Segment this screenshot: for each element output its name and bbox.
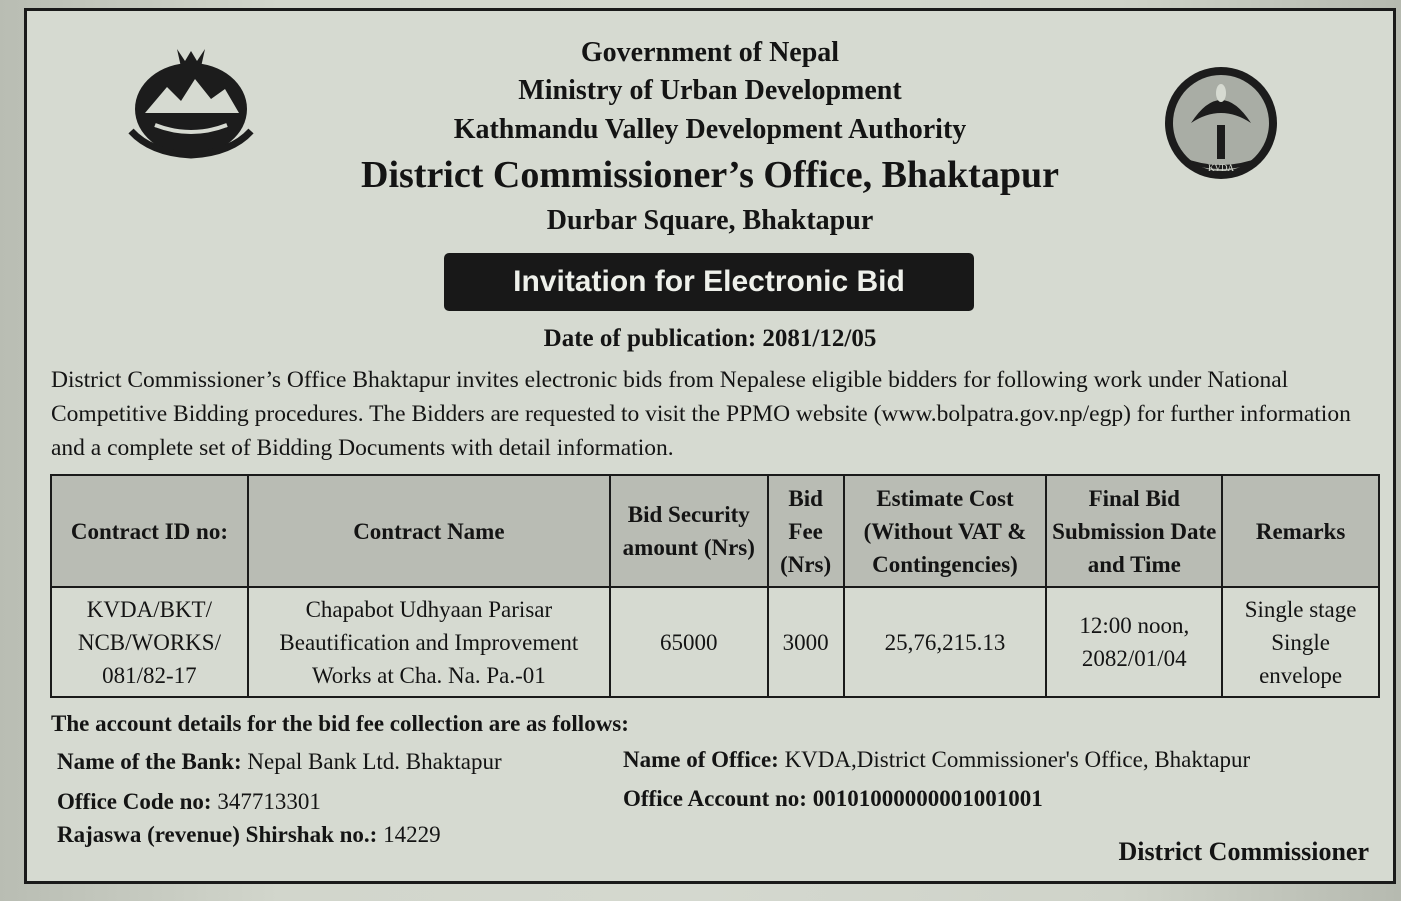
office-name-line [623,747,1250,773]
cell-bid-fee: 3000 [768,587,844,697]
publication-date [27,325,1393,353]
office-code-line [57,789,321,815]
office-address: Durbar Square, Bhaktapur [546,205,874,236]
bid-notice [24,8,1396,884]
cell-bid-security: 65000 [610,587,768,697]
revenue-value: 14229 [383,822,441,847]
cell-final-bid: 12:00 noon, 2082/01/04 [1046,587,1222,697]
bank-name-value: Nepal Bank Ltd. Bhaktapur [247,749,502,774]
office-account-value: 00101000000001001001 [812,786,1043,811]
cell-contract-name: Chapabot Udhyaan Parisar Beautification and Improvement Works at Cha. Na. Pa.-01 [248,587,610,697]
header-contract-name: Contract Name [248,475,610,587]
header-estimate-cost: Estimate Cost (Without VAT & Contingencies) [844,475,1047,587]
cell-contract-id: KVDA/BKT/ NCB/WORKS/ 081/82-17 [51,587,248,697]
revenue-line [57,822,441,848]
cell-remarks: Single stage Single envelope [1222,587,1379,697]
bank-name-label: Name of the Bank: [57,749,242,774]
table-row [51,587,1379,697]
header-bid-security: Bid Security amount (Nrs) [610,475,768,587]
header-remarks: Remarks [1222,475,1379,587]
header-bid-fee: Bid Fee (Nrs) [768,475,844,587]
office-code-value: 347713301 [217,789,321,814]
kvda-logo-text: KVDA [1208,163,1234,173]
publication-label: Date of publication: [543,325,757,352]
office-title: District Commissioner’s Office, Bhaktapur [361,154,1059,196]
government-heading: Government of Nepal [580,37,840,68]
authority-heading: Kathmandu Valley Development Authority [453,114,967,145]
cell-estimate-cost: 25,76,215.13 [844,587,1047,697]
office-name-value: KVDA,District Commissioner's Office, Bhaktapur [784,747,1251,772]
table-header-row [51,475,1379,587]
office-account-label: Office Account no: [623,786,807,811]
publication-value: 2081/12/05 [762,325,877,352]
intro-paragraph: District Commissioner’s Office Bhaktapur invites electronic bids from Nepalese eligible bidders for following work under National Competitive Bidding procedures. The Bidders are requested to visit the PPMO website (www.bolpatra.gov.np/egp) for further information and a complete set of Bidding Documents with detail information. [51,367,1351,461]
office-code-label: Office Code no: [57,789,212,814]
signoff: District Commissioner [1118,837,1369,866]
header-contract-id: Contract ID no: [51,475,248,587]
bank-name-line [57,749,502,775]
invitation-banner: Invitation for Electronic Bid [444,253,974,311]
revenue-label: Rajaswa (revenue) Shirshak no.: [57,822,378,847]
header-final-bid: Final Bid Submission Date and Time [1046,475,1222,587]
account-details-heading: The account details for the bid fee collection are as follows: [51,711,629,736]
ministry-heading: Ministry of Urban Development [518,75,902,106]
bid-table [50,474,1380,698]
office-account-line [623,786,1043,812]
office-name-label: Name of Office: [623,747,779,772]
